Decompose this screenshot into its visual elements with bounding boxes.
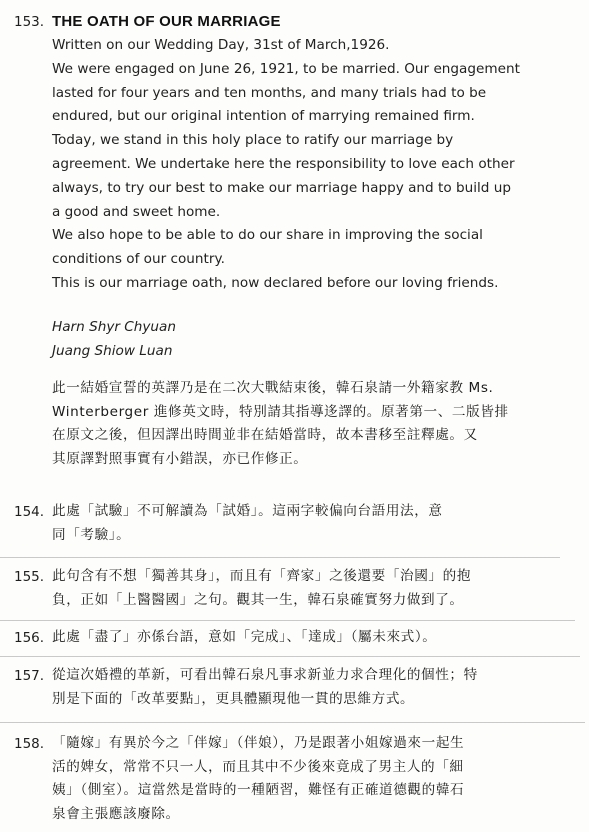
note-body (52, 626, 575, 650)
signature-groom: Harn Shyr Chyuan (52, 318, 176, 335)
oath-line: agreement. We undertake here the responsibility to love each other (52, 155, 515, 172)
oath-line: Written on our Wedding Day, 31st of March,1926. (52, 37, 390, 53)
note-number: 158. (14, 736, 45, 752)
oath-line: lasted for four years and ten months, and many trials had to be (52, 84, 487, 101)
oath-line: We were engaged on June 26, 1921, to be married. Our engagement (52, 60, 520, 77)
note-body (52, 732, 575, 826)
oath-line: This is our marriage oath, now declared before our loving friends. (52, 274, 499, 291)
note-line: 同「考驗」。 (52, 526, 131, 543)
note-body (52, 565, 575, 612)
oath-line: conditions of our country. (52, 251, 225, 268)
note-number: 154. (14, 504, 45, 520)
oath-line: endured, but our original intention of marrying remained firm. (52, 108, 475, 125)
translation-note-line: 此一結婚宣誓的英譯乃是在二次大戰結束後，韓石泉請一外籍家教 Ms. (52, 380, 494, 397)
note-line: 此處「試驗」不可解讀為「試婚」。這兩字較偏向台語用法，意 (52, 503, 443, 519)
divider (0, 620, 575, 621)
oath-line: We also hope to be able to do our share in improving the social (52, 227, 483, 244)
note-number: 155. (14, 569, 45, 585)
oath-line: always, to try our best to make our marriage happy and to build up (52, 179, 511, 196)
translation-note-line: 在原文之後，但因譯出時間並非在結婚當時，故本書移至註釋處。又 (52, 427, 478, 444)
oath-line: a good and sweet home. (52, 203, 221, 220)
note-number: 153. (14, 14, 45, 30)
oath-line: Today, we stand in this holy place to ratify our marriage by (52, 132, 454, 149)
note-body (52, 10, 575, 471)
note-line: 此句含有不想「獨善其身」，而且有「齊家」之後還要「治國」的抱 (52, 568, 472, 584)
note-line: 此處「盡了」亦係台語，意如「完成」、「達成」（屬未來式）。 (52, 629, 437, 645)
note-line: 別是下面的「改革要點」，更具體顯現他一貫的思維方式。 (52, 690, 415, 707)
note-line: 活的婢女，常常不只一人，而且其中不少後來竟成了男主人的「細 (52, 758, 464, 775)
note-body (52, 500, 575, 547)
note-line: 泉會主張應該廢除。 (52, 805, 180, 822)
divider (0, 656, 580, 657)
divider (0, 722, 585, 723)
signature-bride: Juang Shiow Luan (52, 342, 173, 359)
divider (0, 557, 560, 558)
translation-note-line: Winterberger 進修英文時，特別請其指導迻譯的。原著第一、二版皆排 (52, 403, 509, 420)
note-line: 從這次婚禮的革新，可看出韓石泉凡事求新並力求合理化的個性；特 (52, 667, 478, 683)
note-number: 156. (14, 630, 45, 646)
oath-title: THE OATH OF OUR MARRIAGE (52, 13, 281, 30)
translation-note-line: 其原譯對照事實有小錯誤，亦已作修正。 (52, 450, 308, 467)
note-number: 157. (14, 668, 45, 684)
note-body (52, 664, 575, 711)
note-line: 負，正如「上醫醫國」之句。觀其一生，韓石泉確實努力做到了。 (52, 591, 464, 608)
note-line: 姨」（側室）。這當然是當時的一種陋習，難怪有正確道德觀的韓石 (52, 782, 465, 798)
note-line: 「隨嫁」有異於今之「伴嫁」（伴娘），乃是跟著小姐嫁過來一起生 (52, 735, 465, 751)
